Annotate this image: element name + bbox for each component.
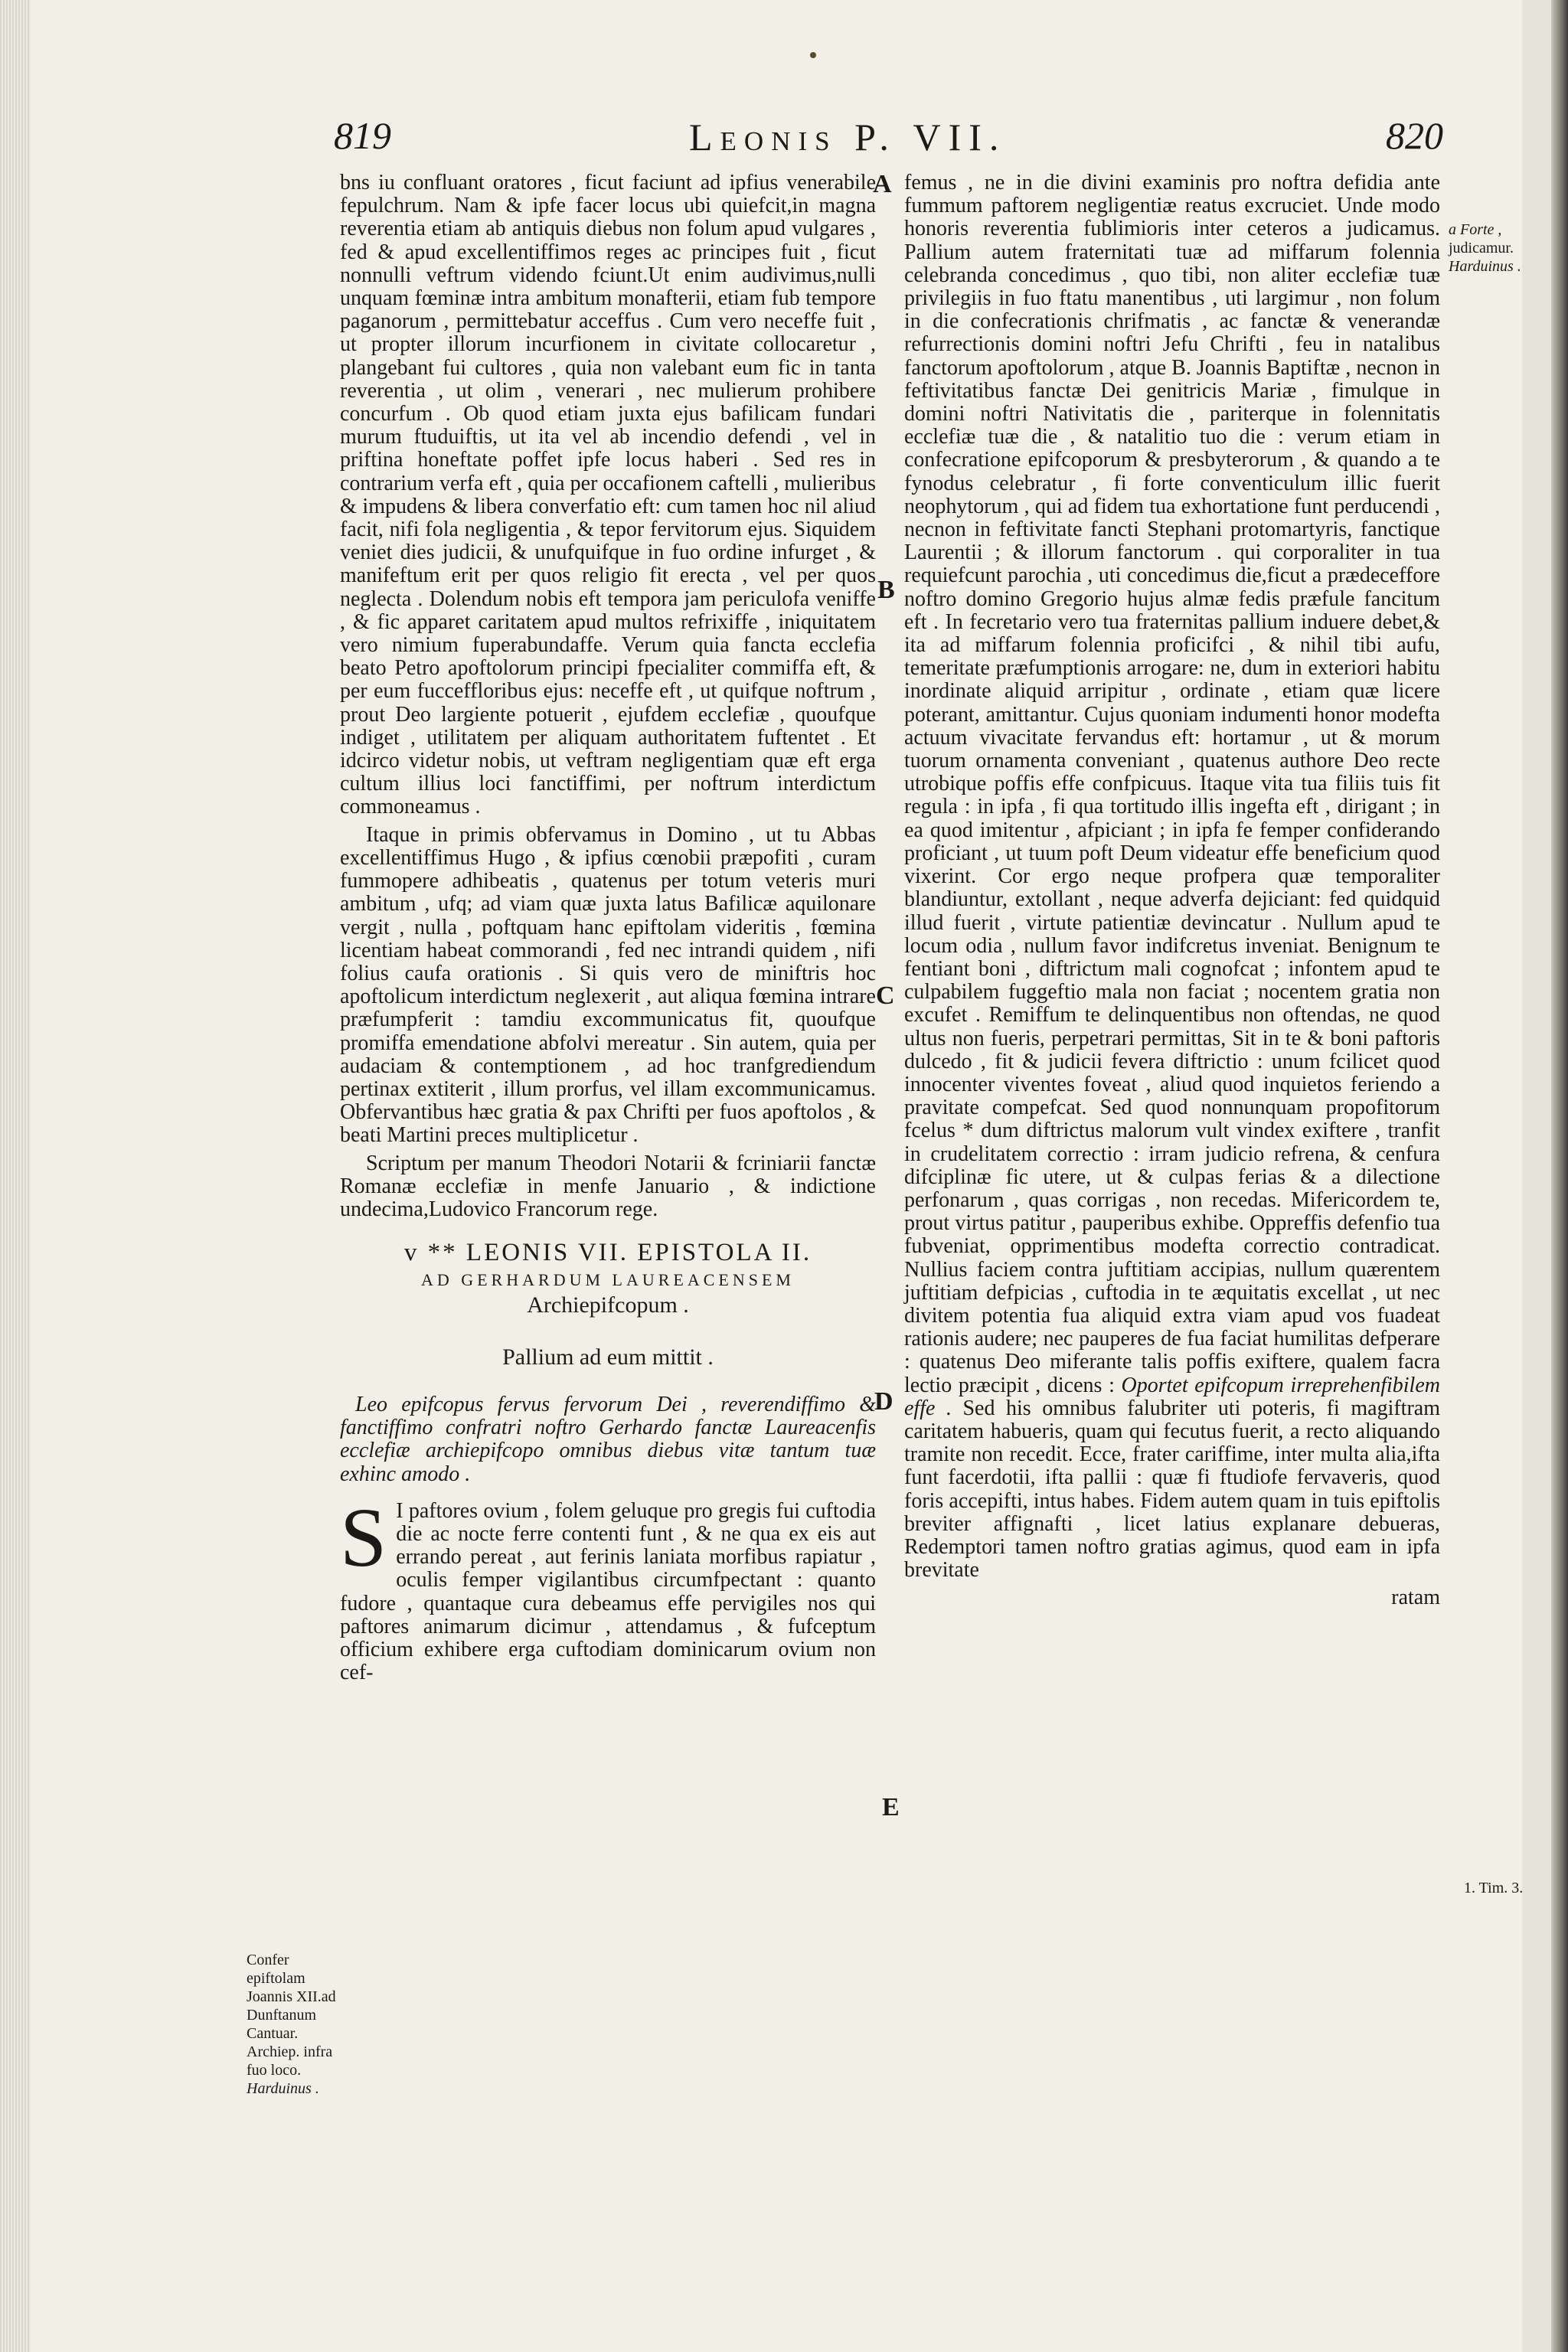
margin-note-right xyxy=(1449,220,1525,276)
paragraph: Scriptum per manum Theodori Notarii & fcriniarii fanctæ Romanæ ecclefiæ in menfe Januario , & indictione undecima,Ludovico Francorum rege. xyxy=(340,1151,876,1221)
left-column xyxy=(340,172,876,1689)
margin-note-text: Confer epiftolam Joannis XII.ad Dunftanum Cantuar. Archiep. infra fuo loco. xyxy=(247,1952,336,2079)
paragraph: bns iu confluant oratores , ficut faciunt ad ipfius venerabile fepulchrum. Nam & ipfe facer locus ubi quiefcit,in magna reverentia etiam ab antiquis diebus non folum apud vulgares , fed & apud excellentiffimos reges ac principes fuit , ficut nonnulli veftrum videndo fciunt.Ut enim audivimus,nulli unquam fœminæ intra ambitum monafterii, etiam fub tempore paganorum , permittebatur acceffus . Cum vero neceffe fuit , ut propter illorum incurfionem in civitate collocaretur , plangebant fui cultores , quia non valebant eum fic in tanta reverentia , ut olim , venerari , nec mulierum prohibere concurfum . Ob quod etiam juxta ejus bafilicam fundari murum ftuduiftis, ut ita vel ab incendio defendi , vel in priftina honeftate poffet ipfe locus haberi . Sed res in contrarium verfa eft , quia per occafionem caftelli , mulieribus & impudens & libera converfatio eft: cum tamen hoc nil aliud facit, nifi fola negligentia , & tepor fervitorum ejus. Siquidem veniet dies judicii, & unufquifque in fuo ordine infurget , & manifeftum erit per quos religio fit erecta , vel per quos neglecta . Dolendum nobis eft tempora jam periculofa veniffe , & fic apparet caritatem apud multos refrixiffe , iniquitatem vero nimium fuperabundaffe. Verum quia fancta ecclefia beato Petro apoftolorum principi fpecialiter commiffa eft, & per eum fucceffloribus ejus: neceffe eft , ut quifque noftrum , prout Deo largiente potuerit , ejufdem ecclefiæ , quoufque indiget , utilitatem per aliquam authoritatem fuftentet . Et idcirco videtur nobis, ut veftram negligentiam quæ eft erga cultum illius loci fanctiffimi, per noftrum interdictum commoneamus . xyxy=(340,171,876,819)
page-edge xyxy=(0,0,31,2352)
book-gutter xyxy=(1551,0,1568,2352)
ornament-dot xyxy=(810,52,816,58)
salutation: Leo epifcopus fervus fervorum Dei , reverendiffimo & fanctiffimo confratri noftro Gerhardo fanctæ Laureacenfis ecclefiæ archiepifcopo omnibus diebus vitæ tantum tuæ exhinc amodo . xyxy=(340,1392,876,1486)
margin-note-author: Harduinus . xyxy=(247,2080,319,2097)
page-number-right: 820 xyxy=(1386,114,1443,157)
epistola-marker: v ** xyxy=(403,1239,458,1267)
scripture-quote: Oportet epifcopum irreprehenfibilem effe . xyxy=(904,1373,1440,1420)
margin-note-text: a Forte , xyxy=(1449,221,1502,238)
paragraph-text: femus , ne in die divini examinis pro noftra defidia ante fummum paftorem negligentiæ reatus excruciet. Unde modo honoris reverentia fublimioris inter ceteros a judicamus. Pallium autem fraternitati tuæ ad miffarum folennia celebranda concedimus , quo tibi, non aliter ecclefiæ tuæ privilegiis in fuo ftatu manentibus , uti largimur , non folum in die confecrationis chrifmatis , ac fanctæ & venerandæ refurrectionis domini noftri Jefu Chrifti , feu in natalibus fanctorum apoftolorum , atque B. Joannis Baptiftæ , necnon in feftivitatibus fanctæ Dei genitricis Mariæ , fimulque in domini noftri Nativitatis die , pariterque in folennitatis ecclefiæ tuæ die , & natalitio tuo die : verum etiam in confecratione epifcoporum & presbyterorum , & quando a te fynodus celebratur , fi forte conventiculum illic fuerit neophytorum , qui ad fidem tua exhortatione funt perducendi , necnon in feftivitate fancti Stephani protomartyris, fanctique Laurentii ; & illorum fanctorum . qui corporaliter in tua requiefcunt parochia , uti concedimus die,ficut a prædeceffore noftro domino Gregorio hujus almæ fedis præfule fancitum eft . In fecretario vero tua fraternitas pallium induere debet,& ita ad miffarum folennia proficifci , & nihil tibi aufu, temeritate præfumptionis arrogare: ne, dum in exteriori habitu inordinate aliquid arripitur , ordinate , etiam quæ licere poterant, amittantur. Cujus quoniam indumenti honor modefta actuum vivacitate fervandus eft: hortamur , ut & morum tuorum ornamenta conveniant , quatenus authore Deo recte utrobique poffis effe confpicuus. Itaque vita tua filiis tuis fit regula : in ipfa , fi qua tortitudo illis ingefta eft , dirigant ; in ea quod imitentur , afpiciant ; in ipfa fe femper confiderando proficiant , ut tuum poft Deum videatur effe beneficium quod vixerint. Cor ergo neque profpera quæ temporaliter blandiuntur, extollant , neque adverfa dejiciant: fed quidquid illud fuerit , virtute patientiæ devincatur . Nullum apud te locum odia , nullum favor indifcretus inveniat. Benignum te fentiant boni , diftrictum mali cognofcat ; infontem apud te culpabilem fuggeftio mala non faciat ; nocentem gratia non excufet . Remiffum te delinquentibus non oftendas, ne quod ultus non fueris, perpetrari permittas, Sit in te & boni paftoris dulcedo , fit & judicii fevera diftrictio : unum fcilicet quod innocenter viventes foveat , aliud quod inquietos feriendo a pravitate compefcat. Sed quod nonnunquam propofitorum fcelus * dum diftrictus malorum vult vindex exiftere , tranfit in crudelitatem correctio : irram judicio refrena, & cenfura difciplinæ fic utere, ut & culpas ferias & a dilectione perfonarum , quas corrigas , non recedas. Mifericordem te, prout virtus patitur , pauperibus exhibe. Oppreffis defenfio tua fubveniat, opprimentibus modefta correctio contradicat. Nullius faciem contra juftitiam accipias, nullum quærentem juftitiam defpicias , cuftodia in te æquitatis excellat , ut nec divitem potentia fua aliquid extra viam apud vos fuadeat rationis audere; nec pauperes de fua faciat humilitas defperare : quatenus Deo miferante talis poffis exiftere, qualem facra lectio præcipit , dicens : xyxy=(904,171,1440,1397)
margin-note-left xyxy=(247,1951,337,2098)
epistola-addressee: AD GERHARDUM LAUREACENSEM xyxy=(420,1270,795,1290)
epistola-title: LEONIS VII. EPISTOLA II. xyxy=(466,1239,812,1267)
paragraph xyxy=(904,172,1440,1582)
running-title: Leonis P. VII. xyxy=(689,116,1007,158)
epistola-heading xyxy=(340,1239,876,1267)
paragraph-text: Sed his omnibus falubriter uti poteris, fi magiftram caritatem habueris, quam qui fecutus fuerit, a recto aliquando tramite non recedit. Ecce, frater cariffime, inter multa alia,ifta funt facerdotii, ifta pallii : quæ fi ftudiofe fervaveris, quod foris accepifti, intus habes. Fidem autem quam in tuis epiftolis breviter affignafti , licet latius explanare debueras, Redemptori tamen noftro gratias agimus, quod eam in ipfa brevitate xyxy=(904,1396,1440,1583)
margin-note-text: judicamur. xyxy=(1449,240,1514,256)
epistola-summary: Pallium ad eum mittit . xyxy=(502,1344,714,1370)
epistola-addressee-title: Archiepifcopum . xyxy=(527,1292,689,1318)
section-letter-a: A xyxy=(873,170,892,198)
paragraph-with-dropcap xyxy=(340,1490,876,1685)
adjacent-page xyxy=(1522,0,1551,2352)
margin-note-author: Harduinus . xyxy=(1449,258,1521,275)
section-letter-c: C xyxy=(876,982,895,1010)
section-letter-b: B xyxy=(877,576,895,604)
section-letter-e: E xyxy=(882,1793,900,1821)
section-letter-d: D xyxy=(874,1387,893,1416)
catchword: ratam xyxy=(1391,1586,1440,1610)
margin-note-scripture-ref: 1. Tim. 3. xyxy=(1464,1880,1524,1896)
page-number-left: 819 xyxy=(334,114,391,157)
drop-cap: S xyxy=(340,1490,387,1584)
paragraph: Itaque in primis obfervamus in Domino , ut tu Abbas excellentiffimus Hugo , & ipfius cœnobii præpofiti , curam fummopere adhibeatis , quatenus per totum veteris muri ambitum , ufq; ad viam quæ juxta latus Bafilicæ aquilonare vergit , nulla , poftquam hanc epiftolam videritis , fœmina licentiam habeat commorandi , fed nec intrandi quidem , nifi folius caufa orationis . Si quis vero de miniftris hoc apoftolicum interdictum neglexerit , aut aliqua fœmina intrare præfumpferit : tamdiu excommunicatus fit, quoufque promiffa emendatione abfolvi mereatur . Sin autem, quia per audaciam & contemptionem , ad hoc tranfgrediendum pertinax extiterit , illum prorfus, vel illam excommunicamus. Obfervantibus hæc gratia & pax Chrifti per fuos apoftolos , & beati Martini preces multiplicetur . xyxy=(340,822,876,1148)
right-column xyxy=(904,172,1440,1610)
paragraph-text: I paftores ovium , folem geluque pro gregis fui cuftodia die ac nocte ferre contenti funt , & ne qua ex eis aut errando pereat , aut ferinis laniata morfibus rapiatur , oculis femper vigilantibus circumfpectant : quanto fudore , quantaque cura debeamus effe pervigiles nos qui paftores animarum dicimur , attendamus , & fufceptum officium exhibere erga cuftodiam dominicarum ovium non cef- xyxy=(340,1498,876,1685)
